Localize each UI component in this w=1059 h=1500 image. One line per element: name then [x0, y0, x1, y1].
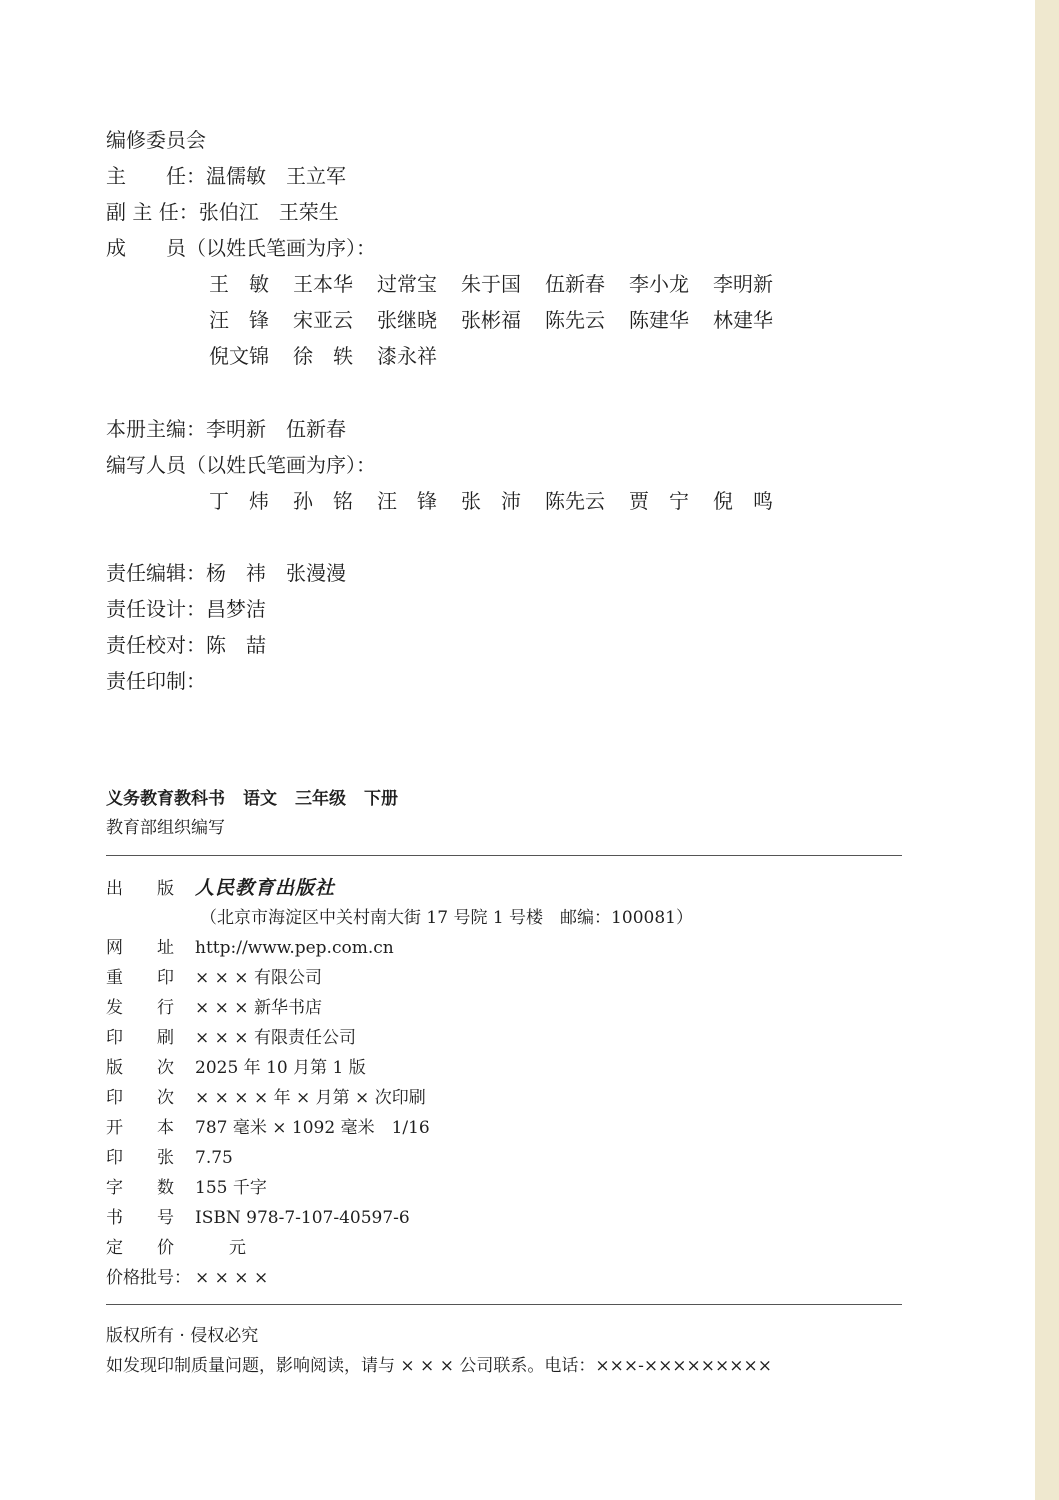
publisher-address: （北京市海淀区中关村南大街 17 号院 1 号楼 邮编：100081）: [200, 908, 693, 928]
deputy-line: [106, 194, 797, 230]
member-name: 李小龙: [629, 272, 689, 296]
responsibility-label: 责任校对：: [106, 633, 206, 657]
writers-row: [106, 483, 797, 519]
imprint-value: 2025 年 10 月第 1 版: [195, 1058, 366, 1078]
writer-name: 张 沛: [461, 489, 521, 513]
imprint-row: [106, 1233, 693, 1263]
imprint-value: × × × ×: [195, 1268, 269, 1288]
member-name: 张彬福: [461, 308, 521, 332]
member-name: 伍新春: [545, 272, 605, 296]
writer-name: 汪 锋: [377, 489, 437, 513]
imprint-label: 开 本: [106, 1118, 174, 1138]
imprint-value: http://www.pep.com.cn: [195, 938, 394, 958]
responsibility-label: 责任印制：: [106, 669, 206, 693]
imprint-label: 印 次: [106, 1088, 174, 1108]
imprint-label: 定 价: [106, 1238, 174, 1258]
member-row: [106, 338, 797, 374]
member-row: [106, 266, 797, 302]
publisher-logo: 人民教育出版社: [195, 877, 336, 899]
editors-section: [106, 411, 797, 519]
footer-section: [106, 1321, 772, 1381]
imprint-value: × × × × 年 × 月第 × 次印刷: [195, 1088, 426, 1108]
imprint-value: 元: [195, 1238, 246, 1258]
quality-notice: 如发现印制质量问题，影响阅读，请与 × × × 公司联系。电话：×××-×××××××××: [106, 1356, 773, 1376]
book-title-part: 下册: [364, 789, 398, 809]
member-name: 张继晓: [377, 308, 437, 332]
imprint-value: × × × 新华书店: [195, 998, 322, 1018]
imprint-label: 字 数: [106, 1178, 174, 1198]
responsibility-line: [106, 627, 346, 663]
imprint-row: [106, 1143, 693, 1173]
copyright-notice: 版权所有 · 侵权必究: [106, 1326, 259, 1346]
book-title-part: 三年级: [295, 789, 346, 809]
member-name: 陈先云: [545, 308, 605, 332]
responsibility-value: 杨 祎 张漫漫: [206, 561, 346, 585]
member-name: 倪文锦: [209, 344, 269, 368]
member-name: 汪 锋: [209, 308, 269, 332]
imprint-label: 版 次: [106, 1058, 174, 1078]
imprint-value: ISBN 978-7-107-40597-6: [195, 1208, 410, 1228]
imprint-row: [106, 1173, 693, 1203]
writer-name: 孙 铭: [293, 489, 353, 513]
member-name: 宋亚云: [293, 308, 353, 332]
writer-name: 丁 炜: [209, 489, 269, 513]
imprint-label: 重 印: [106, 968, 174, 988]
member-name: 王本华: [293, 272, 353, 296]
committee-section: [106, 122, 797, 374]
member-name: 漆永祥: [377, 344, 437, 368]
member-name: 朱于国: [461, 272, 521, 296]
imprint-row: [106, 1263, 693, 1293]
director-label: 主 任：: [106, 164, 206, 188]
member-name: 林建华: [713, 308, 773, 332]
book-title: [106, 785, 416, 813]
responsibility-label: 责任编辑：: [106, 561, 206, 585]
imprint-value: × × × 有限公司: [195, 968, 322, 988]
member-name: 徐 轶: [293, 344, 353, 368]
imprint-row: [106, 993, 693, 1023]
writer-name: 贾 宁: [629, 489, 689, 513]
imprint-row: [106, 1053, 693, 1083]
deputy-names: 张伯江 王荣生: [198, 200, 339, 224]
imprint-label: 印 刷: [106, 1028, 174, 1048]
responsibility-section: [106, 555, 346, 699]
imprint-label: 网 址: [106, 938, 174, 958]
imprint-value: × × × 有限责任公司: [195, 1028, 356, 1048]
imprint-value: 787 毫米 × 1092 毫米 1/16: [195, 1118, 430, 1138]
imprint-row: [106, 1083, 693, 1113]
member-name: 王 敏: [209, 272, 269, 296]
divider-bottom: [106, 1304, 902, 1305]
imprint-label: 价格批号：: [106, 1268, 191, 1288]
member-row: [106, 302, 797, 338]
imprint-row: [106, 933, 693, 963]
book-title-section: [106, 785, 416, 843]
responsibility-line: [106, 555, 346, 591]
imprint-row: [106, 963, 693, 993]
responsibility-line: [106, 663, 346, 699]
imprint-row: [106, 1023, 693, 1053]
book-compiler: 教育部组织编写: [106, 818, 225, 838]
imprint-label: 书 号: [106, 1208, 174, 1228]
member-name: 李明新: [713, 272, 773, 296]
imprint-section: [106, 873, 693, 1293]
imprint-row: [106, 1203, 693, 1233]
chief-editor-line: [106, 411, 797, 447]
publisher-label: 出 版: [106, 879, 174, 899]
director-names: 温儒敏 王立军: [206, 164, 346, 188]
committee-heading: 编修委员会: [106, 128, 206, 152]
responsibility-value: 陈 喆: [206, 633, 266, 657]
writers-label: 编写人员（以姓氏笔画为序）：: [106, 453, 376, 477]
chief-editor-names: 李明新 伍新春: [206, 417, 346, 441]
writer-name: 倪 鸣: [713, 489, 773, 513]
member-name: 过常宝: [377, 272, 437, 296]
imprint-label: 发 行: [106, 998, 174, 1018]
responsibility-label: 责任设计：: [106, 597, 206, 621]
chief-editor-label: 本册主编：: [106, 417, 206, 441]
book-title-part: 语文: [243, 789, 277, 809]
imprint-row: [106, 1113, 693, 1143]
publisher-line: [106, 873, 693, 903]
page-edge-strip: [1035, 0, 1059, 1500]
imprint-value: 7.75: [195, 1148, 233, 1168]
divider-top: [106, 855, 902, 856]
responsibility-line: [106, 591, 346, 627]
deputy-label: 副 主 任：: [106, 200, 199, 224]
responsibility-value: 昌梦洁: [206, 597, 266, 621]
imprint-label: 印 张: [106, 1148, 174, 1168]
writer-name: 陈先云: [545, 489, 605, 513]
members-label: 成 员（以姓氏笔画为序）：: [106, 236, 376, 260]
member-name: 陈建华: [629, 308, 689, 332]
book-title-part: 义务教育教科书: [106, 789, 225, 809]
director-line: [106, 158, 797, 194]
imprint-value: 155 千字: [195, 1178, 267, 1198]
